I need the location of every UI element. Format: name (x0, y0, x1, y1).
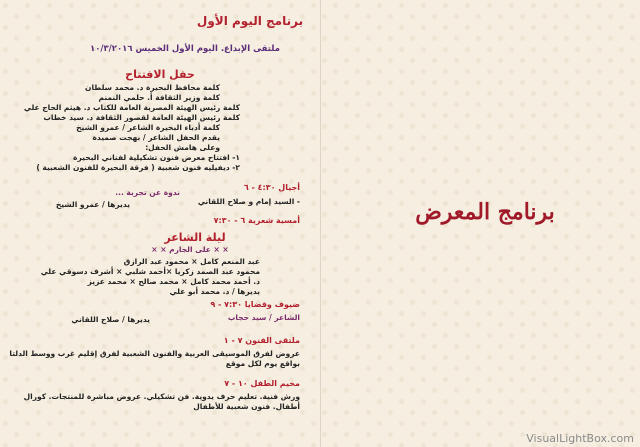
poetry-title: أمسية شعرية ٦ - ٧:٣٠ (213, 216, 300, 225)
opening-line: ١- افتتاح معرض فنون تشكيلية لفناني البحيرة (73, 153, 240, 162)
poetry-honoree: × × على الجارم × × (151, 245, 229, 254)
poet-line: محمود عبد الصمد زكريا ×أحمد شلبي × أشرف دسوقي علي (40, 267, 260, 276)
opening-line: يقدم الحفل الشاعر / بهجت صميدة (92, 133, 220, 142)
opening-line: كلمة أدباء البحيرة الشاعر / عمرو الشيخ (76, 123, 220, 132)
opening-line: كلمة وزير الثقافة أ. حلمي النمنم (98, 93, 220, 102)
poet-line: د. أحمد محمد كامل × محمد صالح × محمد عزيز (87, 277, 260, 286)
arts-line: عروض لفرق الموسيقى العربية والفنون الشعبية لفرق إقليم غرب ووسط الدلتا (9, 349, 300, 358)
seminar-names: - السيد إمام و صلاح اللقاني (197, 197, 300, 206)
children-title: مخيم الطفل ١٠ - ٧ (224, 379, 300, 388)
poet-line: عبد المنعم كامل × محمود عبد الرازق (123, 257, 260, 266)
watermark-text: VisualLightBox.com (526, 432, 634, 445)
arts-line: بواقع يوم لكل موقع (225, 359, 300, 368)
opening-line: كلمة رئيس الهيئة المصرية العامة للكتاب د. هيثم الحاج علي (23, 103, 240, 112)
guests-title: ضيوف وقضايا ٧:٣٠ - ٩ (210, 300, 300, 309)
poetry-subtitle: ليلة الشاعر (164, 231, 226, 244)
opening-line: كلمة رئيس الهيئة العامة لقصور الثقافة د. سيد خطاب (43, 113, 240, 122)
opening-line: كلمة محافظ البحيرة د. محمد سلطان (85, 83, 220, 92)
poetry-moderator: يديرها / د. محمد أبو علي (169, 287, 260, 296)
seminar-label: ندوة عن تجربة ... (115, 188, 180, 197)
guests-names: الشاعر / سيد حجاب (227, 313, 300, 322)
children-line: أطفال. فنون شعبية للأطفال (193, 402, 300, 411)
opening-line: ٢- ديفيليه فنون شعبية ( فرقة البحيرة للفنون الشعبية ) (36, 163, 240, 172)
seminar-time: أجيال ٤:٣٠ - ٦ (243, 183, 300, 192)
arts-title: ملتقى الفنون ٧ - ١ (223, 336, 300, 345)
spine-divider (320, 0, 321, 447)
forum-line: ملتقى الإبداع. اليوم الأول الخميس ١٠/٣/٢٠١٦ (90, 44, 280, 54)
cover-title: برنامج المعرض (415, 199, 555, 225)
day1-header: برنامج اليوم الأول (196, 14, 304, 28)
guests-moderator: يديرها / صلاح اللقاني (71, 315, 150, 324)
seminar-moderator: يديرها / عمرو الشيخ (55, 200, 130, 209)
opening-title: حفل الافتتاح (125, 68, 195, 81)
children-line: ورش فنية. تعليم حرف يدوية. فن تشكيلي. عروض مباشرة للمنتجات. كورال (23, 392, 300, 401)
opening-line: وعلى هامش الحفل: (145, 143, 220, 152)
